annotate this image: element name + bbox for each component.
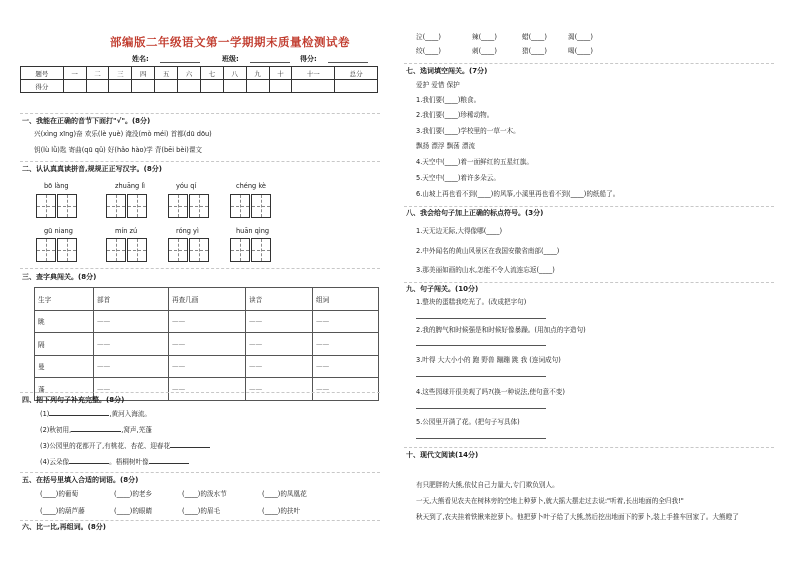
- score-cell: 题号: [21, 67, 64, 80]
- section-4-heading: 四、把下列句子补充完整。(8分): [22, 396, 125, 404]
- s5-item[interactable]: (____)的扶叶: [262, 507, 301, 515]
- section-3-heading: 三、查字典闯关。(8分): [22, 273, 97, 281]
- s9-question: 1.整块的蛋糕我吃光了。(改成把字句): [416, 298, 527, 306]
- blank[interactable]: [170, 447, 210, 448]
- score-cell: 十一: [292, 67, 335, 80]
- table-header-row: [35, 288, 379, 311]
- pinyin-label: mín zú: [115, 227, 138, 235]
- s7-question: 3.我们要(____)学校里的一草一木。: [416, 127, 520, 135]
- writing-grid[interactable]: [106, 238, 148, 262]
- answer-cell[interactable]: ——: [169, 355, 246, 378]
- compare-item[interactable]: 泣(____): [416, 33, 441, 41]
- answer-line[interactable]: [416, 376, 546, 377]
- answer-line[interactable]: [416, 318, 546, 319]
- writing-grid[interactable]: [230, 238, 272, 262]
- s7-question: 4.天空中(____)着一面鲜红的五星红旗。: [416, 158, 533, 166]
- word-bank: 爱护 爱惜 保护: [416, 81, 460, 89]
- s9-question: 3.叶得 大大小小的 跑 野兽 蹦蹦 跳 我 (连词成句): [416, 356, 561, 364]
- answer-cell[interactable]: ——: [169, 378, 246, 401]
- score-cell: 九: [246, 67, 269, 80]
- grid-cell[interactable]: [57, 238, 77, 262]
- score-cell: 六: [178, 67, 201, 80]
- score-input-cell[interactable]: [269, 80, 292, 93]
- pinyin-label: bō làng: [44, 182, 69, 190]
- answer-cell[interactable]: ——: [246, 355, 313, 378]
- writing-grid[interactable]: [168, 238, 210, 262]
- table-row: [35, 333, 379, 356]
- grid-cell[interactable]: [36, 238, 56, 262]
- score-input-cell[interactable]: [292, 80, 335, 93]
- score-label: 得分:: [300, 55, 317, 63]
- table-header: 部首: [94, 288, 169, 311]
- score-cell: 四: [132, 67, 155, 80]
- s5-item[interactable]: (____)的眉毛: [182, 507, 221, 515]
- s8-question: 3.那美丽如画的山水,怎能不令人流连忘返(____): [416, 266, 555, 274]
- page-title: 部编版二年级语文第一学期期末质量检测试卷: [110, 35, 350, 49]
- score-input-cell[interactable]: [246, 80, 269, 93]
- s7-question: 2.我们要(____)珍稀动物。: [416, 111, 494, 119]
- score-cell: 七: [200, 67, 223, 80]
- compare-item[interactable]: 刺(____): [472, 47, 497, 55]
- answer-cell[interactable]: ——: [313, 355, 379, 378]
- section-divider: [20, 392, 380, 393]
- section-divider: [20, 161, 380, 162]
- section-divider: [404, 206, 774, 207]
- section-divider: [20, 472, 380, 473]
- s7-question: 6.山坡上再也看不到(____)的风筝,小溪里再也看不到(____)的纸船了。: [416, 190, 620, 198]
- char-cell: 眺: [35, 310, 94, 333]
- answer-cell[interactable]: ——: [313, 310, 379, 333]
- name-line[interactable]: [160, 62, 200, 63]
- s4-num: (1): [40, 410, 50, 418]
- reading-paragraph: 有只肥胖的大熊,依仗自己力量大,专门欺负别人。: [416, 481, 559, 489]
- score-cell: 一: [63, 67, 86, 80]
- writing-grid[interactable]: [36, 238, 78, 262]
- s7-question: 5.天空中(____)着许多朵云。: [416, 174, 500, 182]
- s8-question: 2.中外闻名的黄山风景区在我国安徽省南部(____): [416, 247, 560, 255]
- section-divider: [404, 447, 774, 448]
- grid-cell[interactable]: [189, 194, 209, 218]
- section-6-heading: 六、比一比,再组词。(8分): [22, 523, 106, 531]
- section-divider: [20, 268, 380, 269]
- section-10-heading: 十、现代文阅读(14分): [406, 451, 479, 459]
- blank[interactable]: [49, 415, 109, 416]
- answer-cell[interactable]: ——: [313, 378, 379, 401]
- section-1-heading: 一、我能在正确的音节下面打"√"。(8分): [22, 117, 151, 125]
- answer-cell[interactable]: ——: [94, 355, 169, 378]
- section-8-heading: 八、我会给句子加上正确的标点符号。(3分): [406, 209, 544, 217]
- s4-line-2: [40, 426, 152, 435]
- score-table: [20, 66, 378, 93]
- grid-cell[interactable]: [106, 238, 126, 262]
- compare-item[interactable]: 辣(____): [472, 33, 497, 41]
- name-label: 姓名:: [132, 55, 149, 63]
- s4-text: ,黄河入海流。: [109, 410, 152, 418]
- answer-cell[interactable]: ——: [169, 310, 246, 333]
- score-input-cell[interactable]: [132, 80, 155, 93]
- answer-cell[interactable]: ——: [246, 310, 313, 333]
- reading-paragraph: 一天,大熊看见农夫在树林旁的空地上种萝卜,就大摇大摆走过去说:"听着,长出地面的全归我!": [416, 497, 684, 505]
- s9-question: 5.公园里开满了花。(把句子写具体): [416, 418, 520, 426]
- section-divider: [20, 113, 380, 114]
- s5-item[interactable]: (____)的泼水节: [182, 490, 227, 498]
- grid-cell[interactable]: [230, 194, 250, 218]
- compare-item[interactable]: 渴(____): [568, 33, 593, 41]
- score-cell: 十: [269, 67, 292, 80]
- s4-line-1: [40, 410, 151, 419]
- score-input-cell[interactable]: [178, 80, 201, 93]
- score-cell: 二: [86, 67, 109, 80]
- table-header: 读音: [246, 288, 313, 311]
- writing-grid[interactable]: [106, 194, 148, 218]
- section-divider: [20, 520, 380, 521]
- s4-line-3: [40, 442, 210, 451]
- class-label: 班级:: [222, 55, 239, 63]
- grid-cell[interactable]: [106, 194, 126, 218]
- grid-cell[interactable]: [230, 238, 250, 262]
- answer-cell[interactable]: ——: [94, 310, 169, 333]
- blank[interactable]: [69, 463, 109, 464]
- pinyin-label: zhuāng lì: [115, 182, 145, 190]
- grid-cell[interactable]: [251, 238, 271, 262]
- score-cell: 五: [155, 67, 178, 80]
- compare-item[interactable]: 喝(____): [568, 47, 593, 55]
- score-input-cell[interactable]: [63, 80, 86, 93]
- s5-item[interactable]: (____)的葡萄: [40, 490, 79, 498]
- grid-cell[interactable]: [168, 194, 188, 218]
- score-line[interactable]: [328, 62, 368, 63]
- char-cell: 隔: [35, 333, 94, 356]
- s9-question: 2.我的脾气和时候强是和时候好像暴躁。(用加点的字造句): [416, 326, 586, 334]
- score-input-cell[interactable]: [86, 80, 109, 93]
- table-header: 再查几画: [169, 288, 246, 311]
- score-table-header-row: [21, 67, 378, 80]
- score-cell: 八: [223, 67, 246, 80]
- score-input-cell[interactable]: [200, 80, 223, 93]
- answer-cell[interactable]: ——: [246, 378, 313, 401]
- grid-cell[interactable]: [189, 238, 209, 262]
- grid-cell[interactable]: [127, 194, 147, 218]
- score-input-cell[interactable]: [155, 80, 178, 93]
- answer-line[interactable]: [416, 408, 546, 409]
- table-row: [35, 310, 379, 333]
- section-2-heading: 二、认认真真读拼音,规规正正写汉字。(8分): [22, 165, 162, 173]
- score-input-cell[interactable]: [223, 80, 246, 93]
- reading-paragraph: 秋天到了,农夫挂着铁锹来挖萝卜。他把萝卜叶子给了大熊,然后挖出地面下的萝卜,装上手推车回家了。大熊瞪了: [416, 513, 739, 521]
- s7-question: 1.我们要(____)粮食。: [416, 96, 481, 104]
- blank[interactable]: [149, 463, 189, 464]
- s8-question: 1.天无边无际,大得像哪(____): [416, 227, 503, 235]
- s4-text: ,窝声,芜蓬: [121, 426, 152, 434]
- word-bank: 飘扬 漂浮 飘荡 漂流: [416, 142, 476, 150]
- section-7-heading: 七、选词填空闯关。(7分): [406, 67, 488, 75]
- compare-item[interactable]: 蜡(____): [522, 33, 547, 41]
- compare-item[interactable]: 猎(____): [522, 47, 547, 55]
- section-divider: [404, 282, 774, 283]
- answer-line[interactable]: [416, 345, 546, 346]
- s1-line-1: 兴(xìng xīng)奋 欢乐(lè yuè) 淹没(mò méi) 首都(dū dōu): [34, 130, 212, 138]
- grid-cell[interactable]: [127, 238, 147, 262]
- writing-grid[interactable]: [230, 194, 272, 218]
- section-5-heading: 五、在括号里填入合适的词语。(8分): [22, 476, 139, 484]
- grid-cell[interactable]: [36, 194, 56, 218]
- answer-cell[interactable]: ——: [94, 333, 169, 356]
- section-divider: [404, 63, 774, 64]
- answer-cell[interactable]: ——: [169, 333, 246, 356]
- s4-text: (2)秋初用,: [40, 426, 72, 434]
- table-row: [35, 355, 379, 378]
- dictionary-table: [34, 287, 379, 401]
- score-input-cell[interactable]: [109, 80, 132, 93]
- table-header: 组词: [313, 288, 379, 311]
- class-line[interactable]: [250, 62, 290, 63]
- pinyin-label: yóu qí: [176, 182, 197, 190]
- blank[interactable]: [71, 431, 121, 432]
- s4-text: (4)云朵像: [40, 458, 70, 466]
- answer-cell[interactable]: ——: [94, 378, 169, 401]
- char-cell: 蓬: [35, 378, 94, 401]
- writing-grid[interactable]: [36, 194, 78, 218]
- score-cell: 总分: [335, 67, 378, 80]
- table-header: 生字: [35, 288, 94, 311]
- section-9-heading: 九、句子闯关。(10分): [406, 285, 479, 293]
- s9-question: 4.这些园球开很美观了吗?(换一种说法,使句意不变): [416, 388, 565, 396]
- pinyin-label: gū niang: [44, 227, 73, 235]
- s1-line-2: 钥(lù lǜ)匙 寄曲(qū qǔ) 好(hǎo hào)学 背(bēi bèi)课文: [34, 146, 203, 154]
- score-cell: 三: [109, 67, 132, 80]
- answer-cell[interactable]: ——: [246, 333, 313, 356]
- writing-grid[interactable]: [168, 194, 210, 218]
- pinyin-label: huān qìng: [236, 227, 270, 235]
- char-cell: 曼: [35, 355, 94, 378]
- pinyin-label: chéng kè: [236, 182, 266, 190]
- s5-item[interactable]: (____)的葫芦藤: [40, 507, 85, 515]
- grid-cell[interactable]: [168, 238, 188, 262]
- answer-cell[interactable]: ——: [313, 333, 379, 356]
- s4-text: (3)公园里的花都开了,有桃花、杏花、迎春花: [40, 442, 171, 450]
- score-table-score-row: [21, 80, 378, 93]
- score-row-label: 得分: [21, 80, 64, 93]
- s5-item[interactable]: (____)的眼睛: [114, 507, 153, 515]
- grid-cell[interactable]: [57, 194, 77, 218]
- pinyin-label: róng yì: [176, 227, 199, 235]
- s4-text: 。梧桐树叶像: [109, 458, 149, 466]
- compare-item[interactable]: 绞(____): [416, 47, 441, 55]
- grid-cell[interactable]: [251, 194, 271, 218]
- s5-item[interactable]: (____)的老乡: [114, 490, 153, 498]
- s4-line-4: [40, 458, 189, 467]
- answer-line[interactable]: [416, 438, 546, 439]
- s5-item[interactable]: (____)的凤凰花: [262, 490, 307, 498]
- score-input-cell[interactable]: [335, 80, 378, 93]
